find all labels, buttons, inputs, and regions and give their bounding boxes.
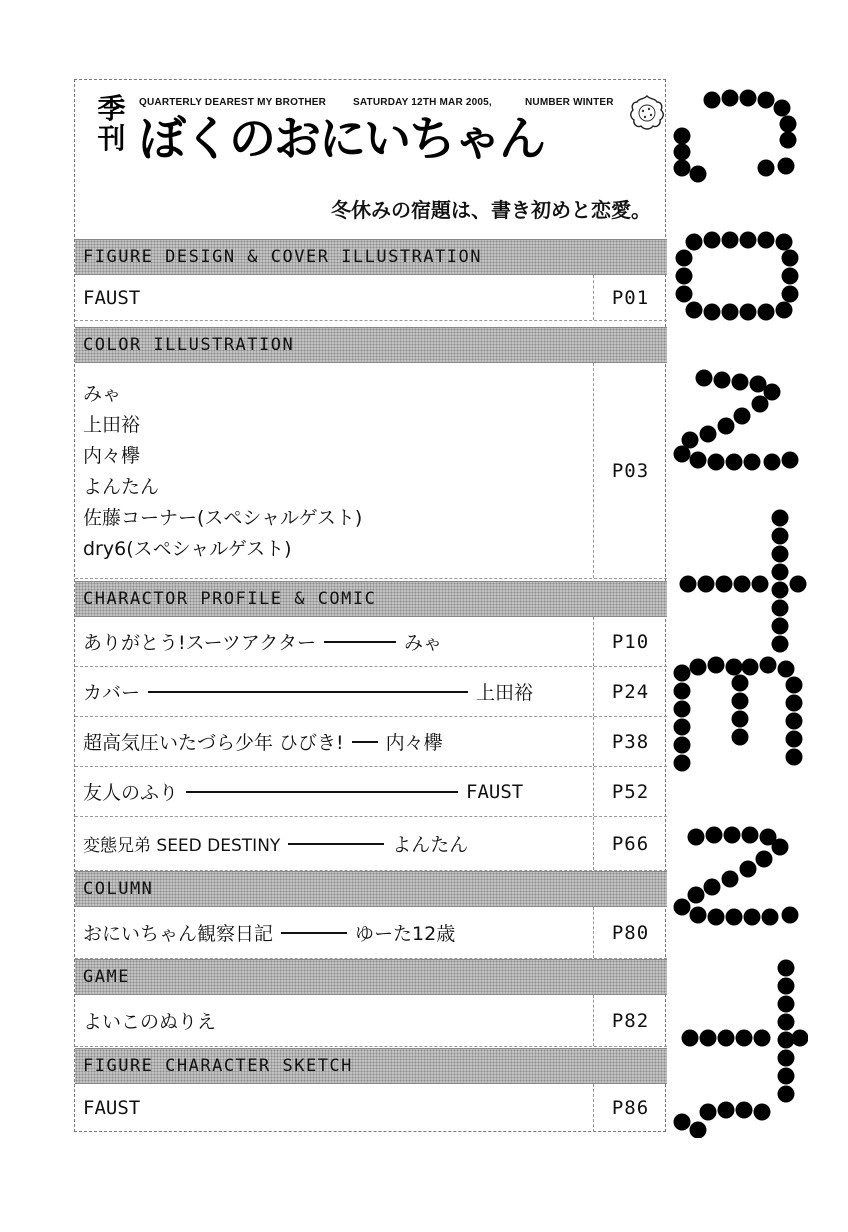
entry-author: FAUST: [466, 780, 524, 803]
letter-dot: [758, 92, 775, 109]
letter-dot: [732, 711, 749, 728]
letter-dot: [682, 1030, 699, 1047]
page-number: P80: [611, 921, 650, 944]
letter-dot: [772, 564, 789, 581]
masthead-meta: [139, 97, 649, 111]
letter-dot: [780, 116, 797, 133]
letter-dot: [778, 1014, 795, 1031]
letter-dot: [700, 426, 717, 443]
letter-dot: [708, 909, 725, 926]
letter-dot: [718, 1030, 735, 1047]
flower-stamp-icon: [623, 90, 671, 138]
contributor-name: 佐藤コーナー(スペシャルゲスト): [83, 507, 363, 529]
letter-dot: [740, 232, 757, 249]
letter-dot: [780, 132, 797, 149]
letter-dot: [722, 304, 739, 321]
letter-dot: [782, 268, 799, 285]
entry-title: ありがとう!スーツアクター: [83, 632, 316, 654]
letter-dot: [772, 600, 789, 617]
letter-dot: [704, 92, 721, 109]
letter-dot: [698, 576, 715, 593]
page-number: P24: [611, 680, 650, 703]
letter-dot: [714, 372, 731, 389]
letter-dot: [778, 661, 795, 678]
letter-dot: [674, 755, 691, 772]
entry-title: FAUST: [83, 1097, 141, 1119]
contributor-name: 上田裕: [83, 414, 141, 436]
masthead: [75, 80, 665, 238]
letter-dot: [764, 384, 781, 401]
entry-title: よいこのぬりえ: [83, 1011, 217, 1033]
page-number: P86: [611, 1097, 650, 1119]
letter-dot: [740, 304, 757, 321]
letter-dot: [764, 454, 781, 471]
letter-dot: [726, 659, 743, 676]
letter-dot: [704, 232, 721, 249]
letter-dot: [742, 827, 759, 844]
letter-dot: [782, 452, 799, 469]
letter-dot: [774, 100, 791, 117]
entry-author: よんたん: [392, 834, 469, 856]
letter-dot: [786, 749, 803, 766]
letter-dot: [686, 234, 703, 251]
letter-dot: [718, 418, 735, 435]
entry-author: みゃ: [403, 632, 442, 654]
page-number: P01: [611, 286, 650, 309]
letter-dot: [754, 1030, 771, 1047]
letter-dot: [782, 286, 799, 303]
section-heading: COLOR ILLUSTRATION: [75, 327, 667, 363]
entry-title: おにいちゃん観察日記: [83, 923, 274, 945]
letter-dot: [776, 234, 793, 251]
issue-subtitle: 冬休みの宿題は、書き初めと恋愛。: [331, 198, 651, 222]
letter-dot: [700, 1104, 717, 1121]
leader-dash: [148, 691, 468, 693]
letter-dot: [708, 657, 725, 674]
letter-dot: [790, 576, 807, 593]
letter-dot: [716, 576, 733, 593]
letter-dot: [760, 657, 777, 674]
letter-dot: [674, 1114, 691, 1131]
letter-dot: [724, 827, 741, 844]
letter-dot: [690, 166, 707, 183]
letter-dot: [758, 160, 775, 177]
letter-dot: [744, 909, 761, 926]
letter-dot: [736, 1102, 753, 1119]
letter-dot: [674, 719, 691, 736]
section-heading: FIGURE CHARACTER SKETCH: [75, 1048, 667, 1084]
letter-dot: [690, 452, 707, 469]
toc-row[interactable]: [75, 767, 667, 817]
letter-dot: [778, 1050, 795, 1067]
page-number: P82: [611, 1009, 650, 1032]
letter-dot: [688, 829, 705, 846]
letter-dot: [718, 1102, 735, 1119]
entry-author: 内々欅: [385, 732, 443, 754]
section-heading: CHARACTOR PROFILE & COMIC: [75, 581, 667, 617]
toc-row[interactable]: [75, 667, 667, 717]
letter-dot: [722, 232, 739, 249]
letter-dot: [674, 160, 691, 177]
letter-dot: [772, 546, 789, 563]
letter-dot: [772, 839, 789, 856]
toc-row[interactable]: [75, 817, 667, 871]
contributor-name: みゃ: [83, 383, 122, 405]
leader-dash: [288, 843, 384, 845]
letter-dot: [676, 286, 693, 303]
letter-dot: [708, 454, 725, 471]
letter-dot: [778, 1068, 795, 1085]
entry-title: 変態兄弟 SEED DESTINY: [83, 836, 281, 856]
letter-dot: [786, 695, 803, 712]
letter-dot: [704, 304, 721, 321]
letter-dot: [674, 665, 691, 682]
toc-row-multi[interactable]: [75, 363, 667, 579]
letter-dot: [732, 693, 749, 710]
toc-row[interactable]: [75, 717, 667, 767]
letter-dot: [700, 1030, 717, 1047]
letter-dot: [688, 887, 705, 904]
letter-dot: [740, 861, 757, 878]
letter-dot: [676, 268, 693, 285]
issue-date: SATURDAY 12TH MAR 2005,: [353, 97, 492, 108]
letter-dot: [772, 582, 789, 599]
letter-dot: [680, 576, 697, 593]
leader-dash: [186, 791, 458, 793]
letter-dot: [732, 374, 749, 391]
letter-dot: [776, 302, 793, 319]
letter-dot: [674, 128, 691, 145]
letter-dot: [782, 907, 799, 924]
letter-dot: [706, 827, 723, 844]
letter-dot: [674, 899, 691, 916]
letter-dot: [786, 731, 803, 748]
letter-dot: [690, 659, 707, 676]
letter-dot: [758, 304, 775, 321]
letter-dot: [778, 1086, 795, 1103]
entry-title: 超高気圧いたづら少年 ひびき!: [83, 732, 344, 754]
letter-dot: [752, 396, 769, 413]
letter-dot: [690, 1122, 707, 1139]
letter-dot: [732, 675, 749, 692]
page-number: P10: [611, 630, 650, 653]
masthead-kanji-2: 刊: [97, 122, 125, 155]
letter-dot: [792, 1030, 809, 1047]
letter-dot: [690, 907, 707, 924]
letter-dot: [758, 232, 775, 249]
letter-dot: [778, 960, 795, 977]
contributor-name: 内々欅: [83, 445, 141, 467]
letter-dot: [756, 851, 773, 868]
entry-title: 友人のふり: [83, 782, 179, 804]
letter-dot: [676, 250, 693, 267]
letter-dot: [778, 978, 795, 995]
letter-dot: [762, 909, 779, 926]
letter-dot: [786, 677, 803, 694]
page-number: P52: [611, 780, 650, 803]
letter-dot: [754, 1104, 771, 1121]
letter-dot: [786, 713, 803, 730]
letter-dot: [674, 737, 691, 754]
page-number: P66: [611, 832, 650, 855]
letter-dot: [704, 879, 721, 896]
leader-dash: [324, 641, 396, 643]
issue-number: NUMBER WINTER: [525, 97, 614, 108]
page-number: P38: [611, 730, 650, 753]
entry-title: カバー: [83, 682, 141, 704]
toc-row[interactable]: [75, 995, 667, 1047]
letter-dot: [686, 302, 703, 319]
letter-dot: [778, 158, 795, 175]
letter-dot: [778, 996, 795, 1013]
toc-row[interactable]: [75, 617, 667, 667]
toc-row[interactable]: [75, 907, 667, 959]
letter-dot: [740, 90, 757, 107]
contributor-name: dry6(スペシャルゲスト): [83, 538, 292, 560]
letter-dot: [722, 90, 739, 107]
letter-dot: [772, 618, 789, 635]
letter-dot: [726, 909, 743, 926]
toc-row[interactable]: [75, 1084, 667, 1132]
letter-dot: [772, 510, 789, 527]
entry-author: ゆーた12歳: [355, 923, 456, 945]
letter-dot: [726, 454, 743, 471]
magazine-english-name: QUARTERLY DEAREST MY BROTHER: [139, 97, 327, 108]
magazine-title: ぼくのおにいちゃん: [139, 112, 544, 167]
letter-dot: [732, 729, 749, 746]
letter-dot: [736, 1030, 753, 1047]
contributor-name: よんたん: [83, 476, 160, 498]
letter-dot: [772, 528, 789, 545]
section-heading: FIGURE DESIGN & COVER ILLUSTRATION: [75, 239, 667, 275]
letter-dot: [674, 446, 691, 463]
contents-frame: [74, 79, 666, 1132]
section-heading: COLUMN: [75, 871, 667, 907]
page-number: P03: [611, 459, 650, 482]
letter-dot: [744, 454, 761, 471]
letter-dot: [674, 701, 691, 718]
letter-dot: [734, 408, 751, 425]
letter-dot: [772, 636, 789, 653]
letter-dot: [696, 370, 713, 387]
masthead-kanji-1: 季: [97, 92, 125, 125]
section-heading: GAME: [75, 959, 667, 995]
contents-dot-lettering: [668, 78, 808, 1138]
letter-dot: [674, 144, 691, 161]
letter-dot: [782, 250, 799, 267]
letter-dot: [734, 576, 751, 593]
entry-author: 上田裕: [476, 682, 534, 704]
toc-row[interactable]: [75, 275, 667, 321]
entry-title: FAUST: [83, 286, 141, 309]
leader-dash: [281, 932, 347, 934]
letter-dot: [752, 576, 769, 593]
letter-dot: [674, 683, 691, 700]
letter-dot: [742, 659, 759, 676]
letter-dot: [722, 871, 739, 888]
masthead-kanji: [85, 94, 137, 154]
leader-dash: [352, 741, 378, 743]
